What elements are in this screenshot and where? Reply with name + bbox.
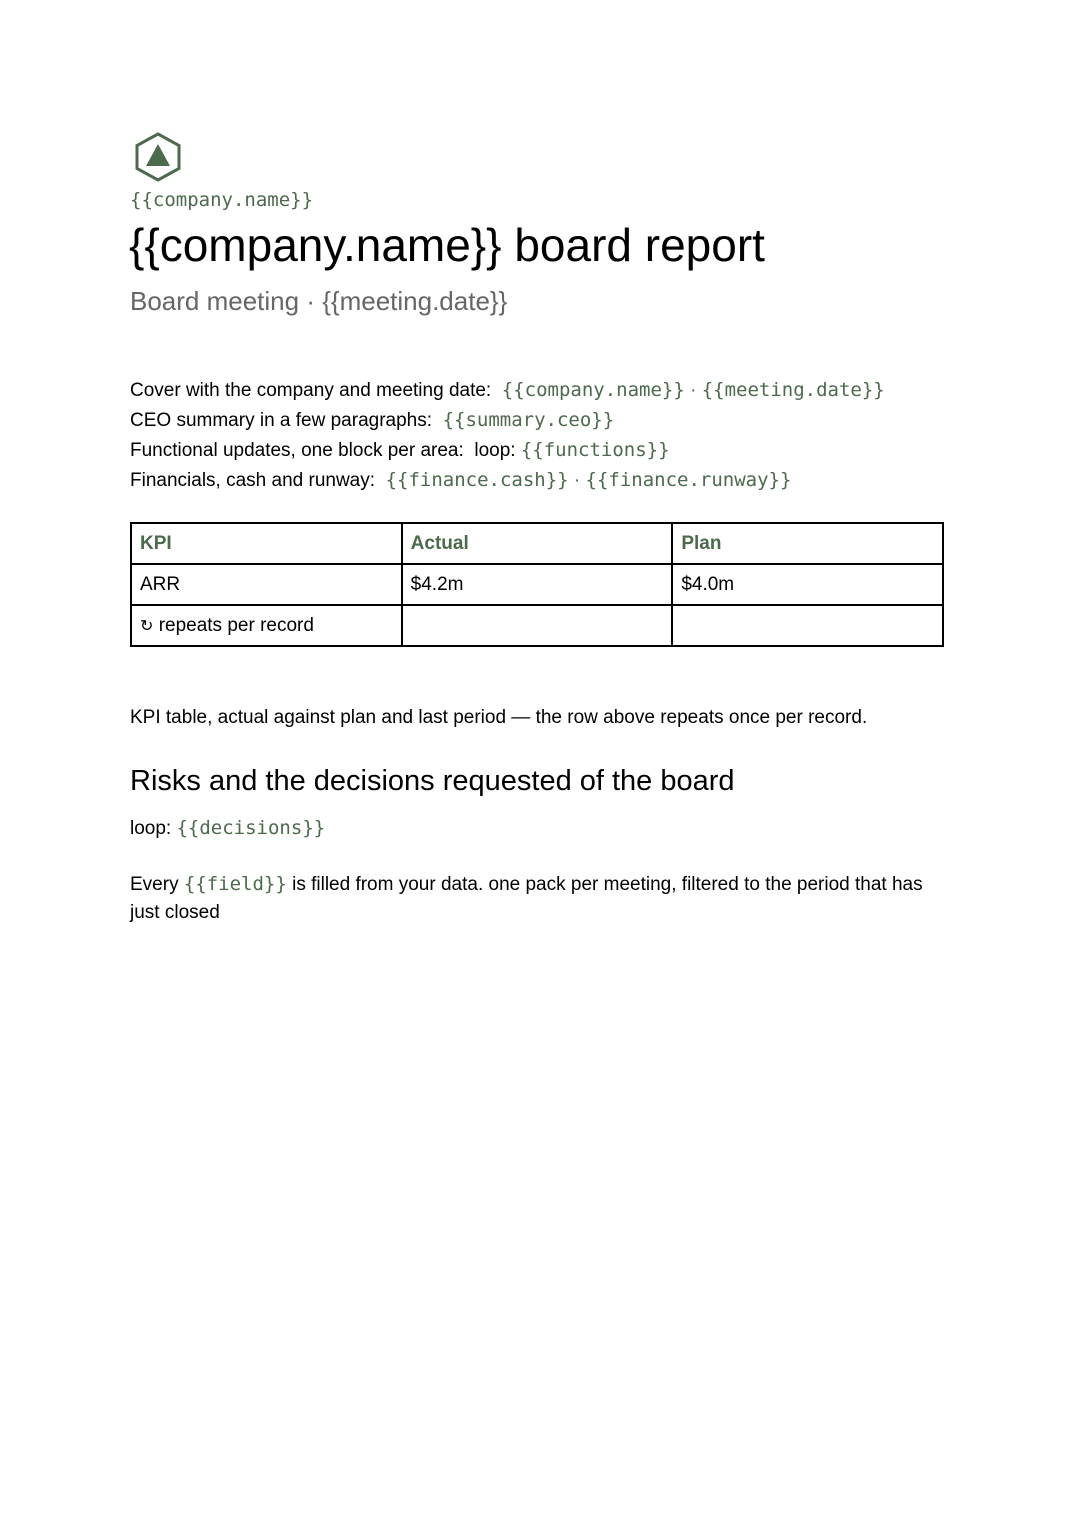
- column-header-plan: Plan: [672, 523, 943, 564]
- logo-caption: {{company.name}}: [130, 189, 314, 211]
- section-label: CEO summary in a few paragraphs:: [130, 410, 433, 431]
- risks-loop-line: [130, 814, 325, 843]
- merge-field: {{summary.ceo}}: [442, 409, 615, 431]
- footer-after: is filled from your data. one pack per meeting, filtered to the period that has just closed: [130, 874, 923, 923]
- merge-field: {{functions}}: [520, 439, 670, 461]
- footer-before: Every: [130, 874, 179, 895]
- table-header-row: [131, 523, 943, 564]
- repeat-icon: ↻: [140, 615, 154, 635]
- section-line-functional-updates: [130, 435, 885, 465]
- section-heading-risks: Risks and the decisions requested of the board: [130, 765, 735, 797]
- loop-prefix: loop:: [474, 440, 516, 461]
- merge-field: {{decisions}}: [176, 817, 326, 839]
- table-row: [131, 564, 943, 605]
- kpi-note: KPI table, actual against plan and last period — the row above repeats once per record.: [130, 707, 868, 728]
- footer-text: [130, 870, 930, 927]
- repeat-label: repeats per record: [158, 614, 314, 636]
- field-separator: ·: [573, 470, 581, 491]
- merge-field: {{field}}: [183, 873, 287, 895]
- page-title: {{company.name}} board report: [129, 219, 765, 271]
- section-line-financials: [130, 465, 885, 495]
- section-label: Financials, cash and runway:: [130, 470, 376, 491]
- kpi-table: [130, 522, 944, 647]
- column-header-actual: Actual: [402, 523, 673, 564]
- section-label: Functional updates, one block per area:: [130, 440, 464, 461]
- repeat-cell: [131, 605, 402, 646]
- column-header-kpi: KPI: [131, 523, 402, 564]
- repeat-row: [131, 605, 943, 646]
- page-subtitle: Board meeting · {{meeting.date}}: [130, 286, 508, 316]
- table-cell: ARR: [131, 564, 402, 605]
- table-cell: [402, 605, 673, 646]
- section-line-cover: [130, 375, 885, 405]
- section-label: Cover with the company and meeting date:: [130, 380, 492, 401]
- table-cell: $4.2m: [402, 564, 673, 605]
- merge-field: {{meeting.date}}: [701, 379, 885, 401]
- table-cell: [672, 605, 943, 646]
- loop-prefix: loop:: [130, 818, 172, 839]
- field-separator: ·: [690, 380, 697, 401]
- section-line-ceo-summary: [130, 405, 885, 435]
- merge-field: {{finance.runway}}: [585, 469, 792, 491]
- hexagon-triangle-logo-icon: [133, 131, 183, 183]
- merge-field: {{finance.cash}}: [385, 469, 569, 491]
- merge-field: {{company.name}}: [501, 379, 685, 401]
- section-list: [130, 375, 885, 495]
- table-cell: $4.0m: [672, 564, 943, 605]
